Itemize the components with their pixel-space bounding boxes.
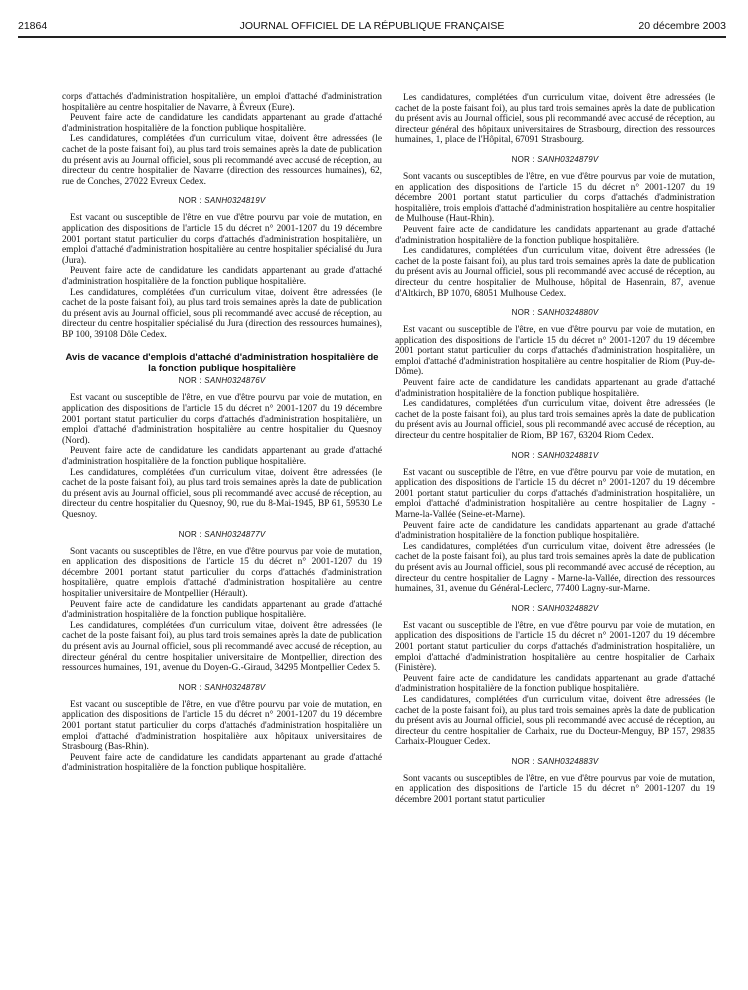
nor-code: SANH0324881V (537, 450, 599, 460)
notice-paragraph: Sont vacants ou susceptibles de l'être, en vue d'être pourvus par voie de mutation, en application des dispositions de l'article 15 du décret n° 2001-1207 du 19 décembre 2001 portant statut particulier du corps d'attachés d'administration hospitalière, trois emplois d'attaché d'administration hospitalière au centre hospitalier de Mulhouse (Haut-Rhin). (395, 171, 715, 225)
nor-code: SANH0324880V (537, 308, 599, 318)
notice-paragraph: Est vacant ou susceptible de l'être, en vue d'être pourvu par voie de mutation, en application des dispositions de l'article 15 du décret n° 2001-1207 du 19 décembre 2001 portant statut particulier du corps d'attachés d'administration hospitalière, un emploi d'attaché d'administration hospitalière au centre hospitalier de Riom (Puy-de-Dôme). (395, 325, 715, 378)
right-column (395, 93, 715, 806)
notice-quesnoy (62, 376, 382, 520)
nor-code: SANH0324882V (537, 603, 599, 613)
notice-paragraph: Peuvent faire acte de candidature les candidats appartenant au grade d'attaché d'administration hospitalière de la fonction publique hospitalière. (395, 378, 715, 399)
notice-paragraph: Peuvent faire acte de candidature les candidats appartenant au grade d'attaché d'administration hospitalière de la fonction publique hospitalière. (62, 446, 382, 468)
notice-paragraph: Peuvent faire acte de candidature les candidats appartenant au grade d'attaché d'administration hospitalière de la fonction publique hospitalière. (395, 224, 715, 246)
notice-paragraph: Peuvent faire acte de candidature les candidats appartenant au grade d'attaché d'administration hospitalière de la fonction publique hospitalière. (62, 752, 382, 774)
notice-paragraph: Les candidatures, complétées d'un curriculum vitae, doivent être adressées (le cachet de la poste faisant foi), au plus tard trois semaines après la date de publication du présent avis au Journal officiel, sous pli recommandé avec accusé de réception, au directeur du centre hospitalier de Lagny - Marne-la-Vallée, direction des ressources humaines, 31, avenue du Général-Leclerc, 77400 Lagny-sur-Marne. (395, 541, 715, 595)
nor-reference: NOR : SANH0324878V (178, 682, 266, 692)
notice-navarre-continued (62, 92, 382, 187)
nor-reference: NOR : SANH0324876V (178, 376, 266, 386)
header-rule (18, 36, 726, 38)
notice-paragraph: Les candidatures, complétées d'un curriculum vitae, doivent être adressées (le cachet de la poste faisant foi), au plus tard trois semaines après la date de publication du présent avis au Journal officiel, sous pli recommandé avec accusé de réception, au directeur du centre hospitalier du Quesnoy, 90, rue du 8-Mai-1945, BP 61, 59530 Le Quesnoy. (62, 467, 382, 520)
notice-carhaix (395, 604, 715, 748)
notice-paragraph: Est vacant ou susceptible de l'être, en vue d'être pourvu par voie de mutation, en application des dispositions de l'article 15 du décret n° 2001-1207 du 19 décembre 2001 portant statut particulier du corps d'attachés d'administration hospitalière un emploi d'attaché d'administration hospitalière aux hôpitaux universitaires de Strasbourg (Bas-Rhin). (62, 699, 382, 753)
notice-paragraph: Peuvent faire acte de candidature les candidats appartenant au grade d'attaché d'administration hospitalière de la fonction publique hospitalière. (62, 113, 382, 134)
nor-code: SANH0324883V (537, 756, 599, 766)
nor-reference: NOR : SANH0324880V (511, 308, 599, 318)
nor-code: SANH0324877V (204, 529, 266, 539)
nor-code: SANH0324878V (204, 682, 266, 692)
nor-reference: NOR : SANH0324879V (511, 154, 599, 164)
nor-reference: NOR : SANH0324819V (178, 196, 266, 206)
notice-paragraph: Peuvent faire acte de candidature les candidats appartenant au grade d'attaché d'administration hospitalière de la fonction publique hospitalière. (395, 673, 715, 695)
notice-paragraph: Sont vacants ou susceptibles de l'être, en vue d'être pourvus par voie de mutation, en application des dispositions de l'article 15 du décret n° 2001-1207 du 19 décembre 2001 portant statut particulier du corps d'attachés d'administration hospitalière, quatre emplois d'attaché d'administration hospitalière au centre hospitalier universitaire de Montpellier (Hérault). (62, 546, 382, 599)
notice-paragraph: Les candidatures, complétées d'un curriculum vitae, doivent être adressées (le cachet de la poste faisant foi), au plus tard trois semaines après la date de publication du présent avis au Journal officiel, sous pli recommandé avec accusé de réception, au directeur du centre hospitalier de Carhaix, rue du Docteur-Menguy, BP 157, 29835 Carhaix-Plouguer Cedex. (395, 694, 715, 748)
notice-paragraph: Les candidatures, complétées d'un curriculum vitae, doivent être adressées (le cachet de la poste faisant foi), au plus tard trois semaines après la date de publication du présent avis au Journal officiel, sous pli recommandé avec accusé de réception, au directeur du centre hospitalier de Riom, BP 167, 63204 Riom Cedex. (395, 399, 715, 442)
notice-paragraph: corps d'attachés d'administration hospitalière, un emploi d'attaché d'administration hospitalière au centre hospitalier de Navarre, à Évreux (Eure). (62, 92, 382, 113)
nor-reference: NOR : SANH0324883V (511, 756, 599, 766)
page-number: 21864 (18, 20, 48, 32)
page-header (18, 20, 726, 34)
journal-title: JOURNAL OFFICIEL DE LA RÉPUBLIQUE FRANÇAISE (239, 20, 505, 32)
notice-strasbourg (62, 683, 382, 774)
notice-paragraph: Les candidatures, complétées d'un curriculum vitae, doivent être adressées (le cachet de la poste faisant foi), au plus tard trois semaines après la date de publication du présent avis au Journal officiel, sous pli recommandé avec accusé de réception, au directeur du centre hospitalier de Mulhouse, hôpital de Hasenrain, 87, avenue d'Altkirch, BP 1070, 68051 Mulhouse Cedex. (395, 246, 715, 299)
issue-date: 20 décembre 2003 (638, 20, 726, 32)
notice-jura (62, 196, 382, 340)
nor-reference: NOR : SANH0324882V (511, 603, 599, 613)
notice-mulhouse (395, 155, 715, 299)
notice-paragraph: Les candidatures, complétées d'un curriculum vitae, doivent être adressées (le cachet de la poste faisant foi), au plus tard trois semaines après la date de publication du présent avis au Journal officiel, sous pli recommandé avec accusé de réception, au directeur général des hôpitaux universitaires de Strasbourg, direction des ressources humaines, 1, place de l'Hôpital, 67091 Strasbourg. (395, 93, 715, 146)
notice-paragraph: Sont vacants ou susceptibles de l'être, en vue d'être pourvus par voie de mutation, en application des dispositions de l'article 15 du décret n° 2001-1207 du 19 décembre 2001 portant statut particulier (395, 773, 715, 806)
nor-code: SANH0324876V (204, 376, 266, 386)
nor-code: SANH0324879V (537, 154, 599, 164)
notice-paragraph: Peuvent faire acte de candidature les candidats appartenant au grade d'attaché d'administration hospitalière de la fonction publique hospitalière. (62, 599, 382, 621)
nor-reference: NOR : SANH0324877V (178, 529, 266, 539)
notice-paragraph: Est vacant ou susceptible de l'être, en vue d'être pourvu par voie de mutation, en application des dispositions de l'article 15 du décret n° 2001-1207 du 19 décembre 2001 portant statut particulier du corps d'attachés d'administration hospitalière, un emploi d'attaché d'administration hospitalière au centre hospitalier de Lagny - Marne-la-Vallée (Seine-et-Marne). (395, 467, 715, 520)
section-title: Avis de vacance d'emplois d'attaché d'administration hospitalière de la fonction publique hospitalière (65, 352, 379, 375)
notice-paragraph: Est vacant ou susceptible de l'être, en vue d'être pourvu par voie de mutation, en application des dispositions de l'article 15 du décret n° 2001-1207 du 19 décembre 2001 portant statut particulier du corps d'attachés d'administration hospitalière, un emploi d'attaché d'administration hospitalière au centre hospitalier du Quesnoy (Nord). (62, 393, 382, 446)
nor-reference: NOR : SANH0324881V (511, 450, 599, 460)
notice-next (395, 757, 715, 806)
left-column (62, 92, 382, 774)
notice-paragraph: Les candidatures, complétées d'un curriculum vitae, doivent être adressées (le cachet de la poste faisant foi), au plus tard trois semaines après la date de publication du présent avis au Journal officiel, sous pli recommandé avec accusé de réception, au directeur du centre hospitalier spécialisé du Jura (direction des ressources humaines), BP 100, 39108 Dôle Cedex. (62, 287, 382, 340)
notice-montpellier (62, 530, 382, 674)
notice-paragraph: Les candidatures, complétées d'un curriculum vitae, doivent être adressées (le cachet de la poste faisant foi), au plus tard trois semaines après la date de publication du présent avis au Journal officiel, sous pli recommandé avec accusé de réception, au directeur du centre hospitalier de Navarre (direction des ressources humaines), 62, rue de Conches, 27022 Evreux Cedex. (62, 134, 382, 187)
notice-paragraph: Peuvent faire acte de candidature les candidats appartenant au grade d'attaché d'administration hospitalière de la fonction publique hospitalière. (62, 266, 382, 287)
notice-paragraph: Les candidatures, complétées d'un curriculum vitae, doivent être adressées (le cachet de la poste faisant foi), au plus tard trois semaines après la date de publication du présent avis au Journal officiel, sous pli recommandé avec accusé de réception, au directeur général du centre hospitalier universitaire de Montpellier, direction des ressources humaines, 191, avenue du Doyen-G.-Giraud, 34295 Montpellier Cedex 5. (62, 620, 382, 674)
notice-paragraph: Est vacant ou susceptible de l'être en vue d'être pourvu par voie de mutation, en application des dispositions de l'article 15 du décret n° 2001-1207 du 19 décembre 2001 portant statut particulier du corps d'attachés d'administration hospitalière, un emploi d'attaché d'administration hospitalière au centre hospitalier spécialisé du Jura (Jura). (62, 213, 382, 266)
notice-paragraph: Peuvent faire acte de candidature les candidats appartenant au grade d'attaché d'administration hospitalière de la fonction publique hospitalière. (395, 520, 715, 542)
notice-riom (395, 308, 715, 442)
nor-code: SANH0324819V (204, 196, 266, 206)
notice-strasbourg-continued (395, 93, 715, 146)
notice-paragraph: Est vacant ou susceptible de l'être, en vue d'être pourvu par voie de mutation, en application des dispositions de l'article 15 du décret n° 2001-1207 du 19 décembre 2001 portant statut particulier du corps d'attachés d'administration hospitalière, un emploi d'attaché d'administration hospitalière au centre hospitalier de Carhaix (Finistère). (395, 620, 715, 674)
notice-lagny (395, 451, 715, 595)
